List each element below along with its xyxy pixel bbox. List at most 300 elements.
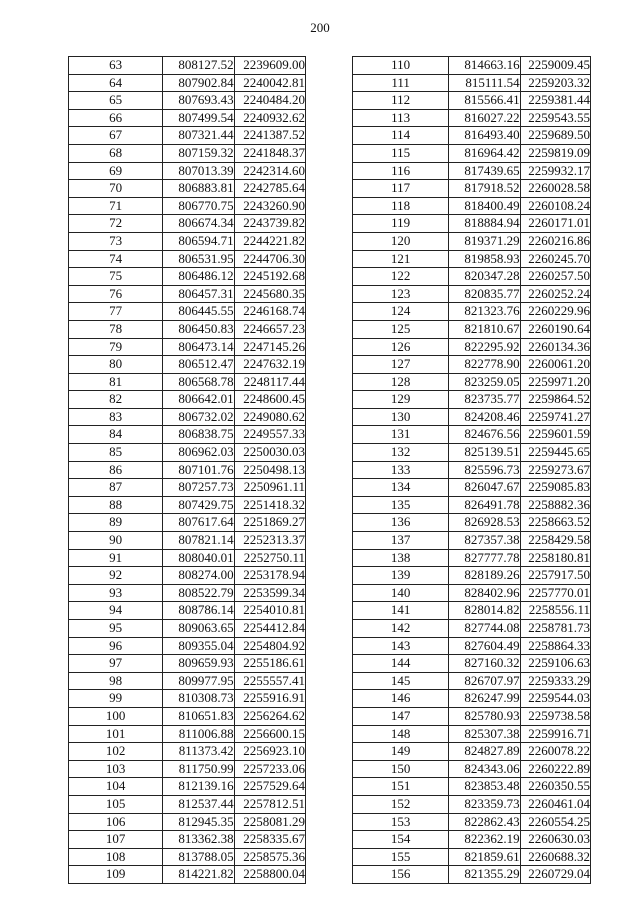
x-coordinate-cell: 826247.99	[449, 690, 520, 708]
y-coordinate-cell: 2260729.04	[520, 866, 590, 884]
x-coordinate-cell: 817918.52	[449, 180, 520, 198]
table-row	[69, 620, 306, 638]
point-number-cell: 83	[69, 408, 163, 426]
point-number-cell: 84	[69, 426, 163, 444]
table-row	[69, 707, 306, 725]
y-coordinate-cell: 2259543.55	[520, 109, 590, 127]
point-number-cell: 86	[69, 461, 163, 479]
point-number-cell: 134	[353, 479, 449, 497]
table-row	[353, 760, 591, 778]
table-row	[69, 197, 306, 215]
y-coordinate-cell: 2260171.01	[520, 215, 590, 233]
x-coordinate-cell: 825780.93	[449, 707, 520, 725]
table-row	[353, 109, 591, 127]
x-coordinate-cell: 816027.22	[449, 109, 520, 127]
table-row	[69, 760, 306, 778]
table-row	[353, 215, 591, 233]
point-number-cell: 144	[353, 655, 449, 673]
table-row	[353, 461, 591, 479]
y-coordinate-cell: 2242785.64	[234, 180, 305, 198]
table-row	[353, 813, 591, 831]
point-number-cell: 138	[353, 549, 449, 567]
x-coordinate-cell: 812945.35	[163, 813, 234, 831]
table-row	[353, 707, 591, 725]
y-coordinate-cell: 2254412.84	[234, 620, 305, 638]
point-number-cell: 154	[353, 831, 449, 849]
table-row	[353, 848, 591, 866]
table-row	[353, 444, 591, 462]
y-coordinate-cell: 2240932.62	[234, 109, 305, 127]
y-coordinate-cell: 2258081.29	[234, 813, 305, 831]
x-coordinate-cell: 809977.95	[163, 672, 234, 690]
point-number-cell: 65	[69, 92, 163, 110]
point-number-cell: 113	[353, 109, 449, 127]
y-coordinate-cell: 2257812.51	[234, 795, 305, 813]
point-number-cell: 122	[353, 268, 449, 286]
table-row	[69, 567, 306, 585]
point-number-cell: 136	[353, 514, 449, 532]
point-number-cell: 106	[69, 813, 163, 831]
table-row	[353, 866, 591, 884]
point-number-cell: 91	[69, 549, 163, 567]
y-coordinate-cell: 2259085.83	[520, 479, 590, 497]
point-number-cell: 90	[69, 532, 163, 550]
table-row	[69, 655, 306, 673]
table-row	[353, 620, 591, 638]
y-coordinate-cell: 2254804.92	[234, 637, 305, 655]
x-coordinate-cell: 816964.42	[449, 144, 520, 162]
table-row	[353, 162, 591, 180]
table-row	[69, 426, 306, 444]
table-row	[69, 532, 306, 550]
point-number-cell: 111	[353, 74, 449, 92]
table-row	[69, 303, 306, 321]
point-number-cell: 123	[353, 285, 449, 303]
table-row	[353, 532, 591, 550]
x-coordinate-cell: 825139.51	[449, 444, 520, 462]
point-number-cell: 70	[69, 180, 163, 198]
table-row	[353, 285, 591, 303]
point-number-cell: 142	[353, 620, 449, 638]
x-coordinate-cell: 807429.75	[163, 496, 234, 514]
x-coordinate-cell: 809659.93	[163, 655, 234, 673]
table-row	[69, 778, 306, 796]
coordinates-table-right	[352, 56, 591, 884]
point-number-cell: 98	[69, 672, 163, 690]
y-coordinate-cell: 2260216.86	[520, 232, 590, 250]
point-number-cell: 72	[69, 215, 163, 233]
x-coordinate-cell: 807693.43	[163, 92, 234, 110]
table-row	[353, 725, 591, 743]
coordinates-table-left	[68, 56, 306, 884]
x-coordinate-cell: 823853.48	[449, 778, 520, 796]
table-row	[69, 461, 306, 479]
point-number-cell: 114	[353, 127, 449, 145]
point-number-cell: 74	[69, 250, 163, 268]
y-coordinate-cell: 2252313.37	[234, 532, 305, 550]
x-coordinate-cell: 811006.88	[163, 725, 234, 743]
y-coordinate-cell: 2259009.45	[520, 57, 590, 75]
point-number-cell: 96	[69, 637, 163, 655]
y-coordinate-cell: 2258864.33	[520, 637, 590, 655]
y-coordinate-cell: 2252750.11	[234, 549, 305, 567]
point-number-cell: 100	[69, 707, 163, 725]
table-row	[353, 567, 591, 585]
x-coordinate-cell: 818884.94	[449, 215, 520, 233]
x-coordinate-cell: 821810.67	[449, 320, 520, 338]
x-coordinate-cell: 806770.75	[163, 197, 234, 215]
x-coordinate-cell: 813788.05	[163, 848, 234, 866]
table-row	[353, 250, 591, 268]
x-coordinate-cell: 812537.44	[163, 795, 234, 813]
y-coordinate-cell: 2243739.82	[234, 215, 305, 233]
point-number-cell: 82	[69, 391, 163, 409]
table-row	[353, 391, 591, 409]
x-coordinate-cell: 828014.82	[449, 602, 520, 620]
y-coordinate-cell: 2253178.94	[234, 567, 305, 585]
y-coordinate-cell: 2259689.50	[520, 127, 590, 145]
table-row	[69, 356, 306, 374]
x-coordinate-cell: 825307.38	[449, 725, 520, 743]
table-row	[69, 496, 306, 514]
y-coordinate-cell: 2241848.37	[234, 144, 305, 162]
point-number-cell: 110	[353, 57, 449, 75]
point-number-cell: 69	[69, 162, 163, 180]
y-coordinate-cell: 2249080.62	[234, 408, 305, 426]
point-number-cell: 77	[69, 303, 163, 321]
point-number-cell: 88	[69, 496, 163, 514]
y-coordinate-cell: 2250030.03	[234, 444, 305, 462]
x-coordinate-cell: 819858.93	[449, 250, 520, 268]
table-row	[69, 743, 306, 761]
table-row	[353, 549, 591, 567]
table-row	[69, 232, 306, 250]
x-coordinate-cell: 827744.08	[449, 620, 520, 638]
x-coordinate-cell: 815566.41	[449, 92, 520, 110]
y-coordinate-cell: 2246657.23	[234, 320, 305, 338]
x-coordinate-cell: 822778.90	[449, 356, 520, 374]
y-coordinate-cell: 2260461.04	[520, 795, 590, 813]
y-coordinate-cell: 2258781.73	[520, 620, 590, 638]
point-number-cell: 66	[69, 109, 163, 127]
point-number-cell: 95	[69, 620, 163, 638]
y-coordinate-cell: 2259106.63	[520, 655, 590, 673]
x-coordinate-cell: 808127.52	[163, 57, 234, 75]
x-coordinate-cell: 812139.16	[163, 778, 234, 796]
x-coordinate-cell: 816493.40	[449, 127, 520, 145]
point-number-cell: 87	[69, 479, 163, 497]
table-row	[69, 725, 306, 743]
y-coordinate-cell: 2258335.67	[234, 831, 305, 849]
x-coordinate-cell: 815111.54	[449, 74, 520, 92]
table-row	[353, 127, 591, 145]
page-number: 200	[310, 20, 330, 35]
table-row	[353, 496, 591, 514]
table-row	[69, 57, 306, 75]
y-coordinate-cell: 2258180.81	[520, 549, 590, 567]
x-coordinate-cell: 806512.47	[163, 356, 234, 374]
table-row	[69, 514, 306, 532]
y-coordinate-cell: 2260078.22	[520, 743, 590, 761]
y-coordinate-cell: 2260245.70	[520, 250, 590, 268]
y-coordinate-cell: 2259273.67	[520, 461, 590, 479]
point-number-cell: 71	[69, 197, 163, 215]
table-row	[69, 373, 306, 391]
y-coordinate-cell: 2260252.24	[520, 285, 590, 303]
y-coordinate-cell: 2254010.81	[234, 602, 305, 620]
table-row	[69, 479, 306, 497]
x-coordinate-cell: 806473.14	[163, 338, 234, 356]
point-number-cell: 143	[353, 637, 449, 655]
y-coordinate-cell: 2251418.32	[234, 496, 305, 514]
table-row	[69, 74, 306, 92]
point-number-cell: 78	[69, 320, 163, 338]
y-coordinate-cell: 2259932.17	[520, 162, 590, 180]
x-coordinate-cell: 806962.03	[163, 444, 234, 462]
point-number-cell: 120	[353, 232, 449, 250]
x-coordinate-cell: 822362.19	[449, 831, 520, 849]
x-coordinate-cell: 810308.73	[163, 690, 234, 708]
y-coordinate-cell: 2243260.90	[234, 197, 305, 215]
y-coordinate-cell: 2257529.64	[234, 778, 305, 796]
table-row	[69, 162, 306, 180]
y-coordinate-cell: 2255916.91	[234, 690, 305, 708]
point-number-cell: 119	[353, 215, 449, 233]
x-coordinate-cell: 821323.76	[449, 303, 520, 321]
x-coordinate-cell: 808274.00	[163, 567, 234, 585]
point-number-cell: 108	[69, 848, 163, 866]
y-coordinate-cell: 2259203.32	[520, 74, 590, 92]
table-row	[353, 197, 591, 215]
table-row	[353, 672, 591, 690]
x-coordinate-cell: 828402.96	[449, 584, 520, 602]
y-coordinate-cell: 2258429.58	[520, 532, 590, 550]
point-number-cell: 127	[353, 356, 449, 374]
x-coordinate-cell: 807499.54	[163, 109, 234, 127]
table-row	[69, 250, 306, 268]
table-row	[353, 373, 591, 391]
y-coordinate-cell: 2244706.30	[234, 250, 305, 268]
y-coordinate-cell: 2260190.64	[520, 320, 590, 338]
table-row	[353, 479, 591, 497]
x-coordinate-cell: 807257.73	[163, 479, 234, 497]
x-coordinate-cell: 822295.92	[449, 338, 520, 356]
x-coordinate-cell: 826928.53	[449, 514, 520, 532]
table-row	[69, 795, 306, 813]
point-number-cell: 63	[69, 57, 163, 75]
y-coordinate-cell: 2257770.01	[520, 584, 590, 602]
x-coordinate-cell: 806594.71	[163, 232, 234, 250]
x-coordinate-cell: 817439.65	[449, 162, 520, 180]
table-row	[353, 92, 591, 110]
table-row	[353, 74, 591, 92]
point-number-cell: 75	[69, 268, 163, 286]
x-coordinate-cell: 807617.64	[163, 514, 234, 532]
y-coordinate-cell: 2247145.26	[234, 338, 305, 356]
point-number-cell: 137	[353, 532, 449, 550]
x-coordinate-cell: 823259.05	[449, 373, 520, 391]
table-row	[69, 584, 306, 602]
point-number-cell: 94	[69, 602, 163, 620]
y-coordinate-cell: 2260688.32	[520, 848, 590, 866]
point-number-cell: 152	[353, 795, 449, 813]
table-row	[353, 408, 591, 426]
point-number-cell: 156	[353, 866, 449, 884]
point-number-cell: 97	[69, 655, 163, 673]
table-row	[69, 831, 306, 849]
point-number-cell: 102	[69, 743, 163, 761]
x-coordinate-cell: 806732.02	[163, 408, 234, 426]
x-coordinate-cell: 827604.49	[449, 637, 520, 655]
y-coordinate-cell: 2255557.41	[234, 672, 305, 690]
point-number-cell: 64	[69, 74, 163, 92]
x-coordinate-cell: 818400.49	[449, 197, 520, 215]
x-coordinate-cell: 824827.89	[449, 743, 520, 761]
x-coordinate-cell: 826707.97	[449, 672, 520, 690]
x-coordinate-cell: 814221.82	[163, 866, 234, 884]
table-row	[353, 514, 591, 532]
table-row	[69, 320, 306, 338]
point-number-cell: 92	[69, 567, 163, 585]
x-coordinate-cell: 806568.78	[163, 373, 234, 391]
x-coordinate-cell: 827357.38	[449, 532, 520, 550]
table-row	[69, 391, 306, 409]
table-row	[69, 338, 306, 356]
x-coordinate-cell: 813362.38	[163, 831, 234, 849]
table-row	[353, 426, 591, 444]
y-coordinate-cell: 2240042.81	[234, 74, 305, 92]
point-number-cell: 112	[353, 92, 449, 110]
point-number-cell: 103	[69, 760, 163, 778]
point-number-cell: 141	[353, 602, 449, 620]
table-row	[69, 672, 306, 690]
point-number-cell: 139	[353, 567, 449, 585]
table-row	[353, 268, 591, 286]
point-number-cell: 101	[69, 725, 163, 743]
point-number-cell: 105	[69, 795, 163, 813]
point-number-cell: 76	[69, 285, 163, 303]
y-coordinate-cell: 2259544.03	[520, 690, 590, 708]
table-row	[69, 549, 306, 567]
y-coordinate-cell: 2259916.71	[520, 725, 590, 743]
table-row	[69, 215, 306, 233]
y-coordinate-cell: 2260028.58	[520, 180, 590, 198]
x-coordinate-cell: 808786.14	[163, 602, 234, 620]
point-number-cell: 104	[69, 778, 163, 796]
point-number-cell: 147	[353, 707, 449, 725]
table-row	[353, 690, 591, 708]
table-row	[353, 338, 591, 356]
table-row	[69, 285, 306, 303]
table-row	[69, 92, 306, 110]
table-row	[353, 743, 591, 761]
x-coordinate-cell: 811750.99	[163, 760, 234, 778]
point-number-cell: 124	[353, 303, 449, 321]
y-coordinate-cell: 2257917.50	[520, 567, 590, 585]
point-number-cell: 116	[353, 162, 449, 180]
y-coordinate-cell: 2239609.00	[234, 57, 305, 75]
table-row	[353, 356, 591, 374]
y-coordinate-cell: 2260134.36	[520, 338, 590, 356]
y-coordinate-cell: 2258663.52	[520, 514, 590, 532]
y-coordinate-cell: 2247632.19	[234, 356, 305, 374]
y-coordinate-cell: 2245680.35	[234, 285, 305, 303]
table-row	[353, 778, 591, 796]
y-coordinate-cell: 2250961.11	[234, 479, 305, 497]
y-coordinate-cell: 2256600.15	[234, 725, 305, 743]
y-coordinate-cell: 2258800.04	[234, 866, 305, 884]
y-coordinate-cell: 2259445.65	[520, 444, 590, 462]
y-coordinate-cell: 2245192.68	[234, 268, 305, 286]
table-row	[353, 584, 591, 602]
table-row	[69, 408, 306, 426]
y-coordinate-cell: 2256923.10	[234, 743, 305, 761]
table-row	[69, 813, 306, 831]
x-coordinate-cell: 809355.04	[163, 637, 234, 655]
table-row	[69, 180, 306, 198]
table-row	[69, 690, 306, 708]
x-coordinate-cell: 823359.73	[449, 795, 520, 813]
y-coordinate-cell: 2251869.27	[234, 514, 305, 532]
point-number-cell: 68	[69, 144, 163, 162]
y-coordinate-cell: 2259741.27	[520, 408, 590, 426]
x-coordinate-cell: 807321.44	[163, 127, 234, 145]
x-coordinate-cell: 806642.01	[163, 391, 234, 409]
x-coordinate-cell: 821859.61	[449, 848, 520, 866]
table-row	[353, 303, 591, 321]
table-row	[353, 795, 591, 813]
x-coordinate-cell: 822862.43	[449, 813, 520, 831]
table-row	[69, 144, 306, 162]
table-row	[69, 127, 306, 145]
x-coordinate-cell: 810651.83	[163, 707, 234, 725]
table-row	[353, 655, 591, 673]
y-coordinate-cell: 2241387.52	[234, 127, 305, 145]
x-coordinate-cell: 820835.77	[449, 285, 520, 303]
point-number-cell: 115	[353, 144, 449, 162]
table-row	[69, 109, 306, 127]
x-coordinate-cell: 824208.46	[449, 408, 520, 426]
table-row	[69, 848, 306, 866]
x-coordinate-cell: 814663.16	[449, 57, 520, 75]
x-coordinate-cell: 819371.29	[449, 232, 520, 250]
point-number-cell: 130	[353, 408, 449, 426]
point-number-cell: 80	[69, 356, 163, 374]
table-row	[353, 180, 591, 198]
table-row	[353, 602, 591, 620]
y-coordinate-cell: 2260630.03	[520, 831, 590, 849]
y-coordinate-cell: 2259738.58	[520, 707, 590, 725]
point-number-cell: 107	[69, 831, 163, 849]
table-row	[353, 232, 591, 250]
table-row	[353, 320, 591, 338]
y-coordinate-cell: 2260061.20	[520, 356, 590, 374]
y-coordinate-cell: 2255186.61	[234, 655, 305, 673]
y-coordinate-cell: 2260350.55	[520, 778, 590, 796]
x-coordinate-cell: 821355.29	[449, 866, 520, 884]
y-coordinate-cell: 2260108.24	[520, 197, 590, 215]
x-coordinate-cell: 809063.65	[163, 620, 234, 638]
y-coordinate-cell: 2259819.09	[520, 144, 590, 162]
table-row	[69, 602, 306, 620]
y-coordinate-cell: 2259381.44	[520, 92, 590, 110]
y-coordinate-cell: 2253599.34	[234, 584, 305, 602]
y-coordinate-cell: 2260229.96	[520, 303, 590, 321]
y-coordinate-cell: 2258575.36	[234, 848, 305, 866]
point-number-cell: 118	[353, 197, 449, 215]
point-number-cell: 133	[353, 461, 449, 479]
point-number-cell: 129	[353, 391, 449, 409]
